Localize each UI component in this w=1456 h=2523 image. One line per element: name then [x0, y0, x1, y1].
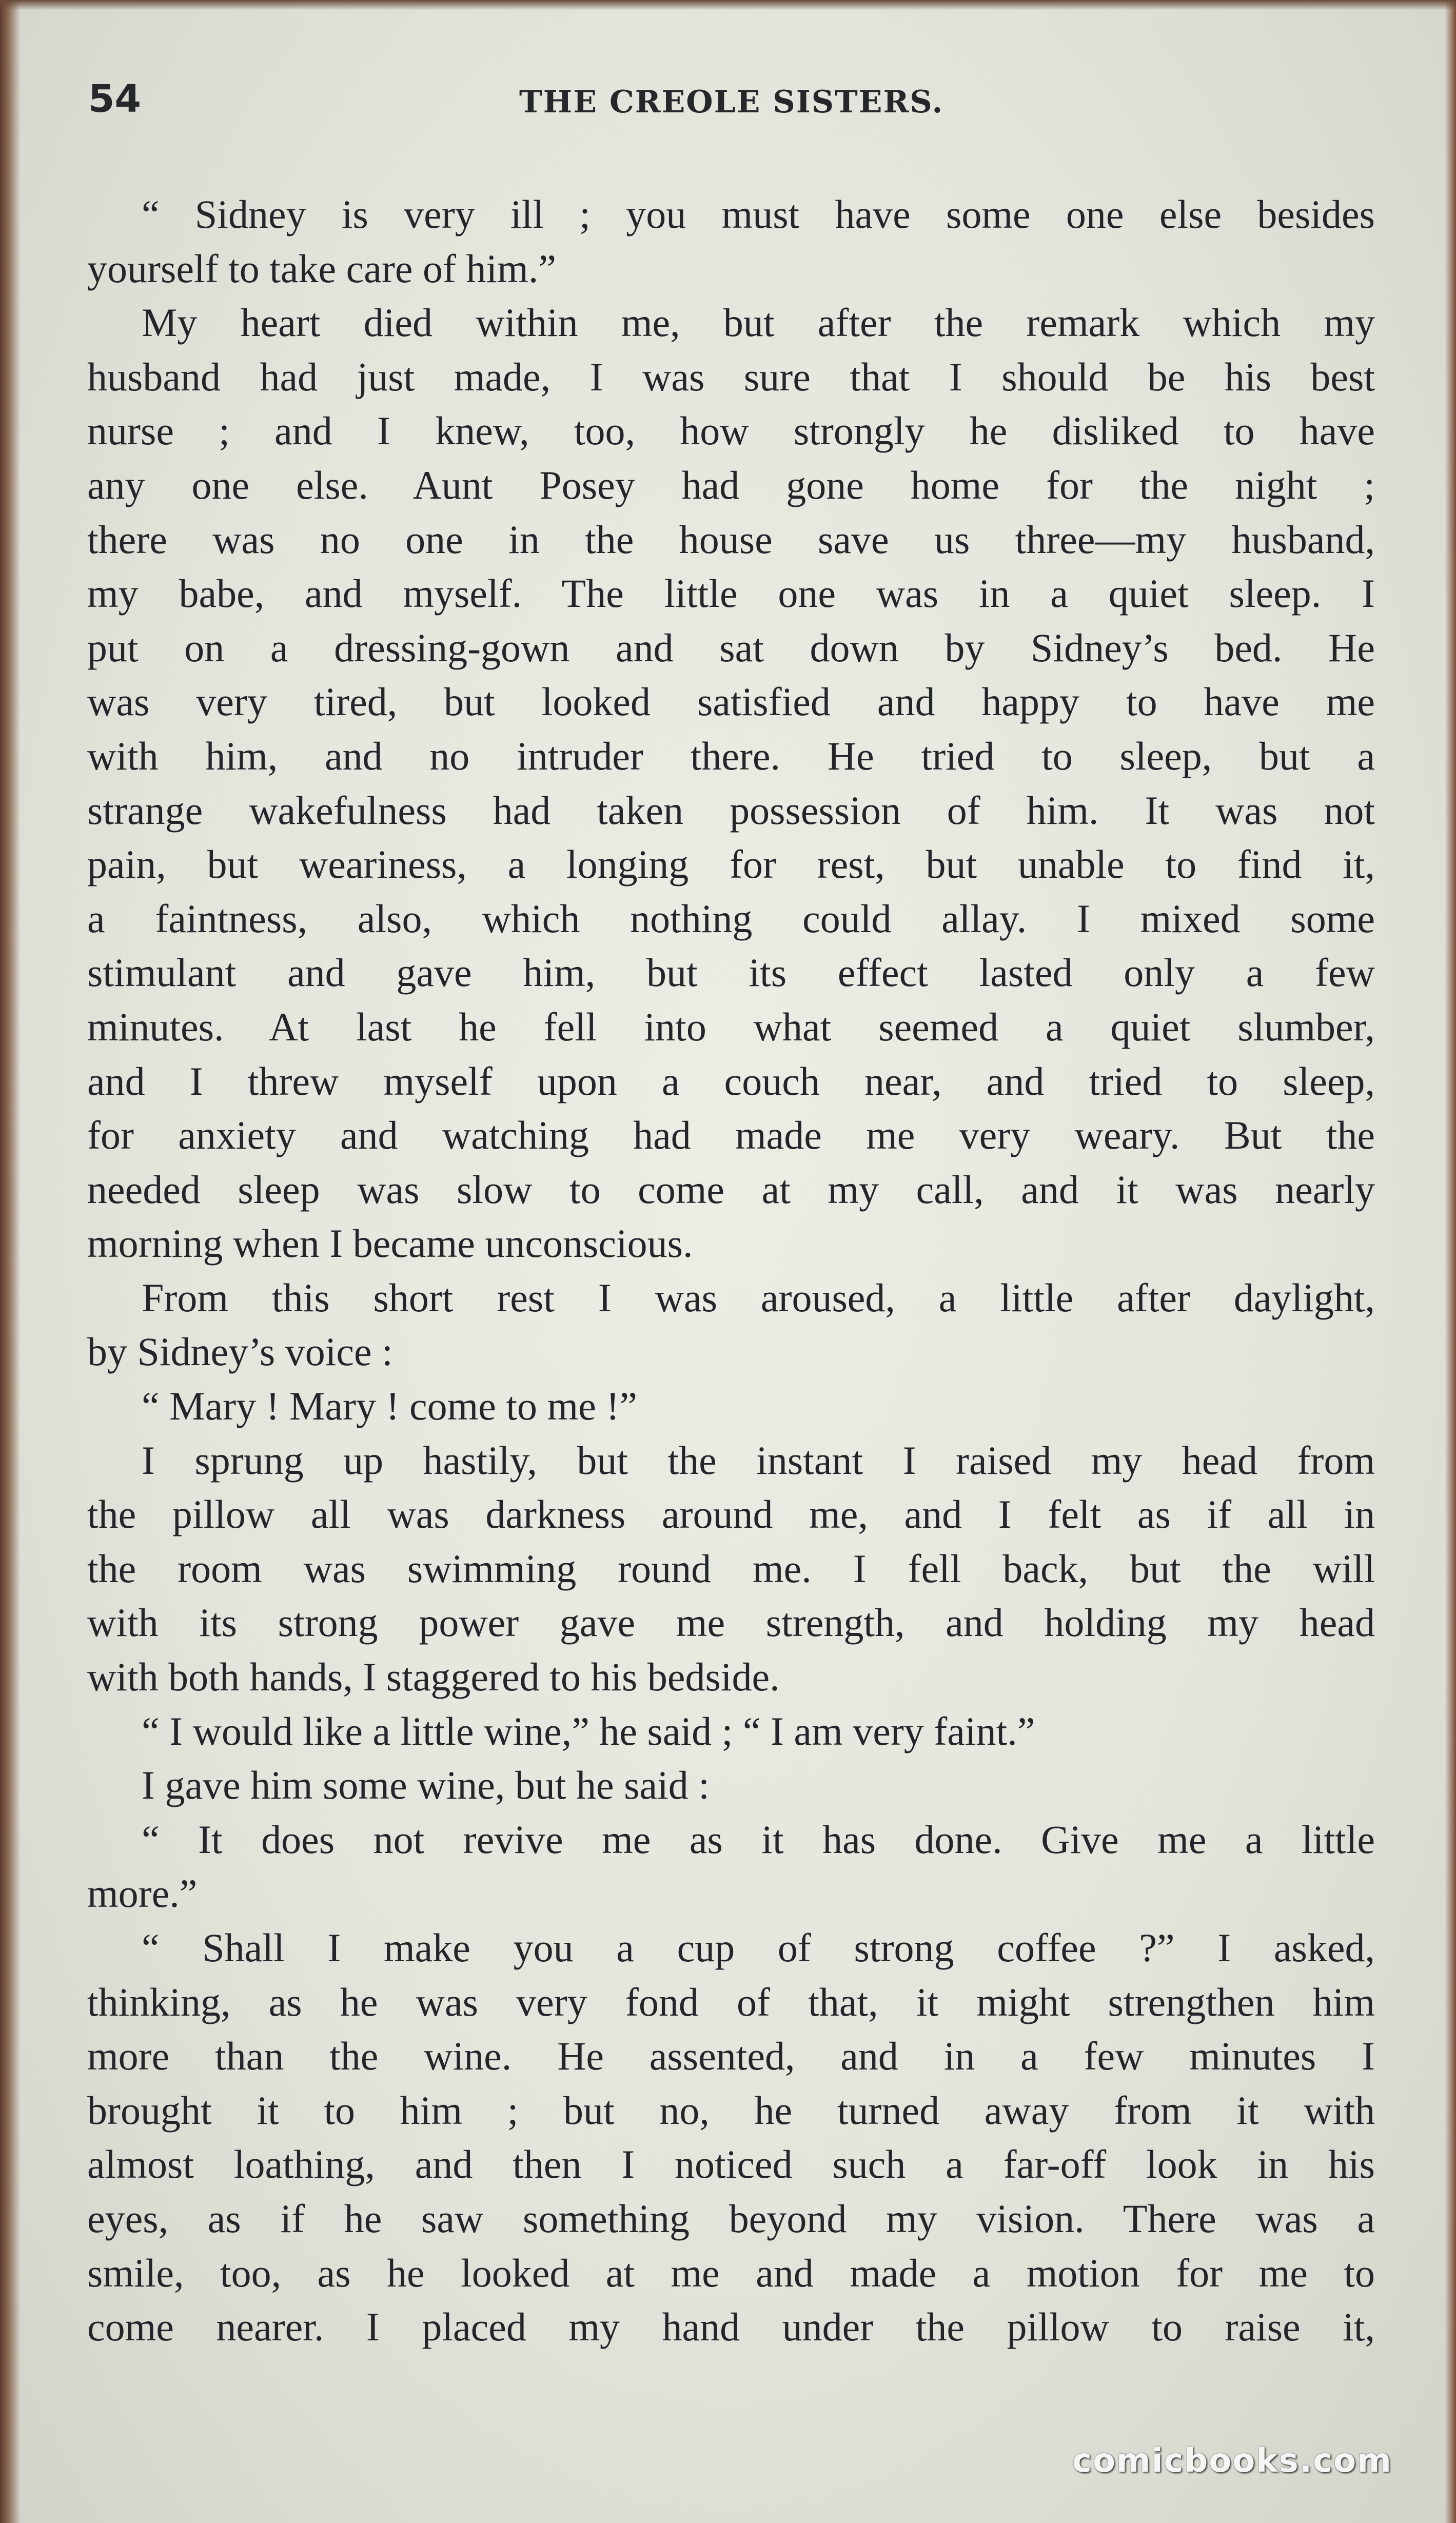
- text-line: for anxiety and watching had made me very weary. But the: [87, 1113, 1375, 1158]
- text-line: strange wakefulness had taken possession of him. It was not: [87, 787, 1375, 833]
- text-line: my babe, and myself. The little one was in a quiet sleep. I: [87, 571, 1375, 616]
- text-line: “ Mary ! Mary ! come to me !”: [142, 1384, 637, 1429]
- text-line: “ Sidney is very ill ; you must have some one else besides: [142, 192, 1375, 236]
- text-line: there was no one in the house save us three—my husband,: [87, 517, 1375, 562]
- text-line: put on a dressing-gown and sat down by Sidney’s bed. He: [87, 625, 1375, 670]
- page-number: 54: [88, 77, 141, 121]
- text-line: any one else. Aunt Posey had gone home for the night ;: [87, 462, 1375, 507]
- text-line: almost loathing, and then I noticed such a far-off look in his: [87, 2142, 1375, 2187]
- text-line: pain, but weariness, a longing for rest, but unable to find it,: [87, 842, 1375, 887]
- text-line: brought it to him ; but no, he turned away from it with: [87, 2087, 1375, 2133]
- text-line: the pillow all was darkness around me, and I felt as if all in: [87, 1492, 1375, 1537]
- text-line: I gave him some wine, but he said :: [142, 1763, 710, 1808]
- text-line: the room was swimming round me. I fell back, but the will: [87, 1546, 1375, 1591]
- text-line: thinking, as he was very fond of that, it might strengthen him: [87, 1979, 1375, 2024]
- text-line: more than the wine. He assented, and in a few minutes I: [87, 2034, 1375, 2079]
- text-line: eyes, as if he saw something beyond my vision. There was a: [87, 2196, 1375, 2241]
- text-line: smile, too, as he looked at me and made a motion for me to: [87, 2250, 1375, 2295]
- page-header: [88, 77, 1376, 133]
- text-line: and I threw myself upon a couch near, and tried to sleep,: [87, 1058, 1375, 1103]
- text-line: morning when I became unconscious.: [87, 1221, 693, 1266]
- text-line: My heart died within me, but after the remark which my: [142, 300, 1375, 345]
- body-text: [87, 187, 1375, 2354]
- text-line: stimulant and gave him, but its effect lasted only a few: [87, 950, 1375, 995]
- page-edge-right: [1445, 0, 1456, 2523]
- page-edge-top: [0, 0, 1456, 10]
- text-line: by Sidney’s voice :: [87, 1329, 393, 1374]
- text-line: minutes. At last he fell into what seemed a quiet slumber,: [87, 1004, 1375, 1049]
- text-line: more.”: [87, 1871, 198, 1916]
- text-line: nurse ; and I knew, too, how strongly he disliked to have: [87, 408, 1375, 454]
- text-line: with him, and no intruder there. He tried to sleep, but a: [87, 733, 1375, 778]
- text-line: “ It does not revive me as it has done. Give me a little: [142, 1817, 1375, 1862]
- text-line: come nearer. I placed my hand under the pillow to raise it,: [87, 2304, 1375, 2350]
- text-line: with both hands, I staggered to his bedside.: [87, 1654, 780, 1700]
- running-title: THE CREOLE SISTERS.: [519, 84, 944, 120]
- text-line: “ Shall I make you a cup of strong coffee ?” I asked,: [142, 1925, 1375, 1970]
- text-line: “ I would like a little wine,” he said ; “ I am very faint.”: [142, 1708, 1035, 1753]
- text-line: a faintness, also, which nothing could allay. I mixed some: [87, 896, 1375, 941]
- text-line: was very tired, but looked satisfied and happy to have me: [87, 679, 1375, 724]
- text-line: needed sleep was slow to come at my call, and it was nearly: [87, 1167, 1375, 1212]
- text-line: From this short rest I was aroused, a little after daylight,: [142, 1275, 1375, 1320]
- watermark: comicbooks.com: [1072, 2442, 1392, 2480]
- text-line: husband had just made, I was sure that I should be his best: [87, 354, 1375, 399]
- text-line: yourself to take care of him.”: [87, 246, 556, 291]
- text-line: with its strong power gave me strength, and holding my head: [87, 1600, 1375, 1645]
- page-edge-left: [0, 0, 21, 2523]
- text-line: I sprung up hastily, but the instant I raised my head from: [142, 1437, 1375, 1483]
